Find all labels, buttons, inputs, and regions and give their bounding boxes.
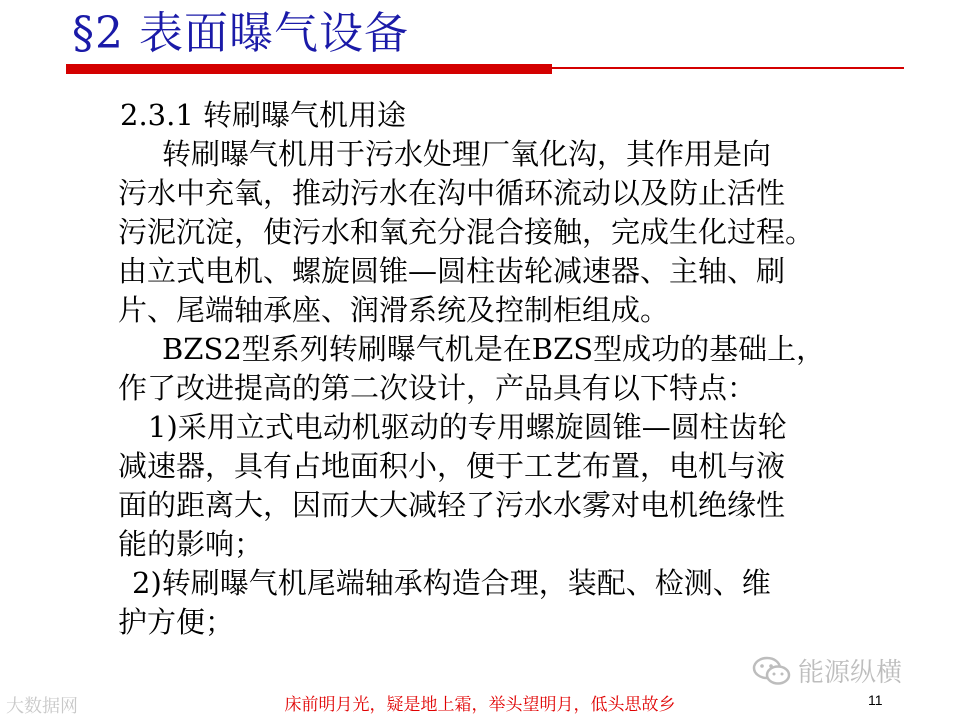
body-line: BZS2型系列转刷曝气机是在BZS型成功的基础上， — [162, 332, 826, 366]
body-line: 面的距离大，因而大大减轻了污水水雾对电机绝缘性 — [118, 488, 786, 522]
body-line: 1)采用立式电动机驱动的专用螺旋圆锥—圆柱齿轮 — [148, 410, 787, 444]
brand-text: 能源纵横 — [798, 658, 903, 688]
body-line: 2)转刷曝气机尾端轴承构造合理，装配、检测、维 — [132, 566, 771, 600]
body-line: 转刷曝气机用于污水处理厂氧化沟，其作用是向 — [162, 137, 772, 171]
section-heading: 2.3.1 转刷曝气机用途 — [120, 98, 407, 132]
wechat-icon — [752, 655, 792, 687]
watermark-left: 大数据网 — [6, 696, 78, 717]
footer-text: 床前明月光，疑是地上霜，举头望明月，低头思故乡 — [284, 695, 676, 715]
body-line: 护方便； — [118, 605, 235, 639]
body-line: 片、尾端轴承座、润滑系统及控制柜组成。 — [118, 293, 670, 327]
content-body — [118, 96, 878, 642]
body-line: 污泥沉淀，使污水和氧充分混合接触，完成生化过程。 — [118, 215, 815, 249]
body-line: 能的影响； — [118, 527, 264, 561]
page-title: §2 表面曝气设备 — [72, 8, 409, 59]
page-number: 11 — [868, 692, 883, 708]
title-underline-thin — [552, 67, 904, 69]
title-underline-thick — [66, 64, 552, 74]
body-line: 由立式电机、螺旋圆锥—圆柱齿轮减速器、主轴、刷 — [118, 254, 786, 288]
body-line: 污水中充氧，推动污水在沟中循环流动以及防止活性 — [118, 176, 786, 210]
body-line: 减速器，具有占地面积小，便于工艺布置，电机与液 — [118, 449, 786, 483]
brand-watermark — [752, 652, 902, 689]
body-line: 作了改进提高的第二次设计，产品具有以下特点： — [118, 371, 757, 405]
